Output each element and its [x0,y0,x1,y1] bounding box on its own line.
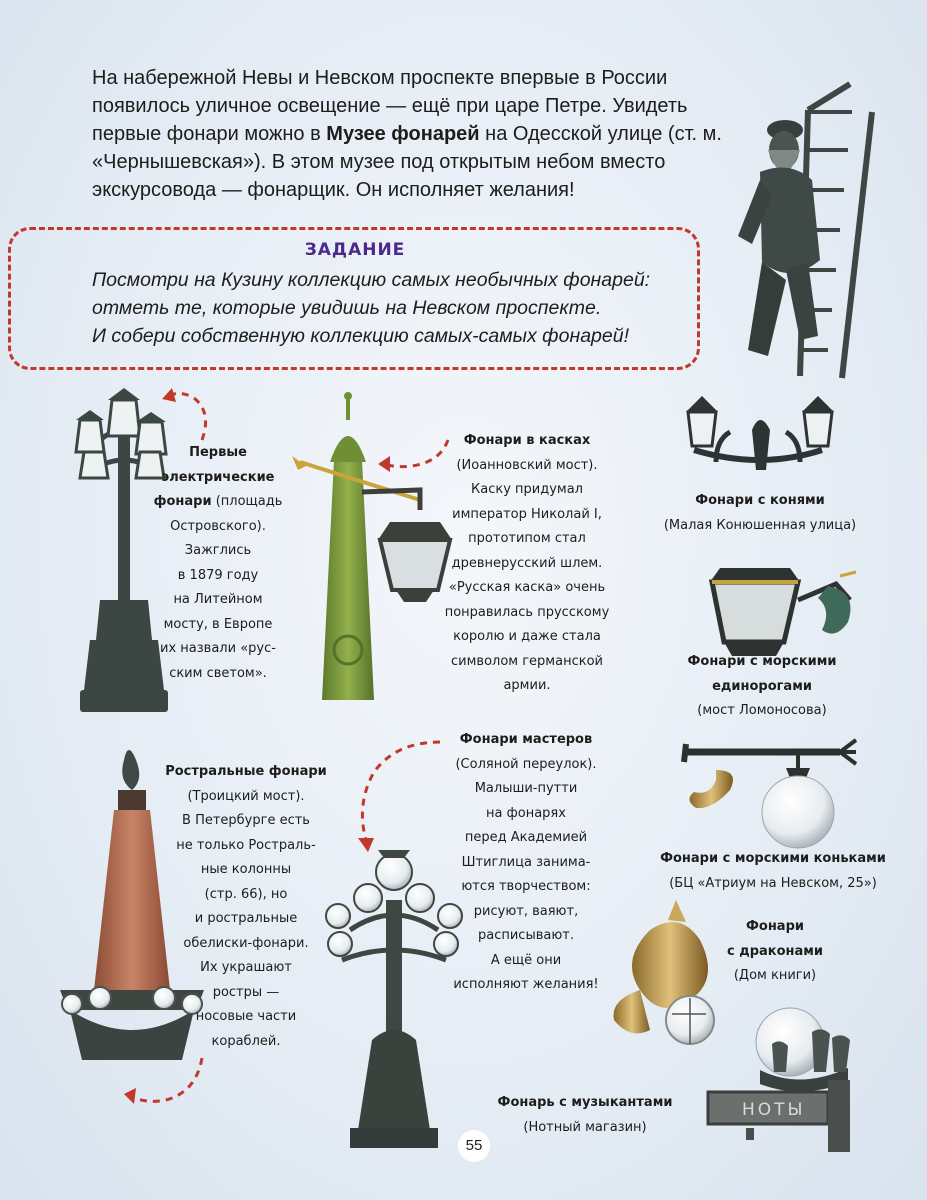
caption-horses: Фонари с конями (Малая Конюшенная улица) [663,493,857,533]
caption-helmets: Фонари в касках (Иоанновский мост). Каску придумал император Николай I, прототипом стал древнерусский шлем. «Русская каска» очень понравилась прусскому королю и даже стала символом германской армии. [444,433,610,693]
musicians-sign-text: НОТЫ [742,1100,806,1120]
caption-dragons: Фонари с драконами (Дом книги) [726,919,824,983]
caption-rostral: Ростральные фонари (Троицкий мост). В Петербурге есть не только Ростраль- ные колонны (стр. 66), но и ростральные обелиски-фонари. Их украшают ростры — носовые части кораблей. [165,764,327,1049]
page-number: 55 [458,1130,490,1162]
caption-seahorses: Фонари с морскими коньками (БЦ «Атриум на Невском, 25») [660,851,886,891]
caption-first-electric: Первые электрические фонари (площадь Островского). Зажглись в 1879 году на Литейном мосту, в Европе их назвали «рус- ским светом». [153,445,283,681]
musicians-lamp-image [708,1008,850,1152]
helmet-lamp-image [292,392,452,700]
sea-unicorn-lamp-image [710,568,856,656]
caption-masters: Фонари мастеров (Соляной переулок). Малыши-путти на фонарях перед Академией Штиглица занима- ются творчеством: рисуют, ваяют, расписывают. А ещё они исполняют желания! [453,732,599,992]
arrow-rostral [130,1058,202,1101]
museum-name: Музее фонарей [326,123,480,145]
task-title: ЗАДАНИЕ [304,240,406,260]
task-text: Посмотри на Кузину коллекцию самых необычных фонарей: отметь те, которые увидишь на Невском проспекте. И собери собственную коллекцию самых-самых фонарей! [92,269,651,347]
seahorse-lamp-image [684,740,856,848]
horse-lamps-image [686,396,834,470]
intro-paragraph: На набережной Невы и Невском проспекте впервые в России появилось уличное освещение — ещё при царе Петре. Увидеть первые фонари можно в Музее фонарей на Одесской улице (ст. м. «Чернышевская»). В этом музее под открытым небом вместо экскурсовода — фонарщик. Он исполняет желания! [92,67,722,201]
caption-musicians: Фонарь с музыкантами (Нотный магазин) [497,1095,673,1135]
lamplighter-statue [738,84,872,378]
dragon-lamp-image [614,900,714,1044]
caption-unicorns: Фонари с морскими единорогами (мост Ломоносова) [687,654,837,718]
